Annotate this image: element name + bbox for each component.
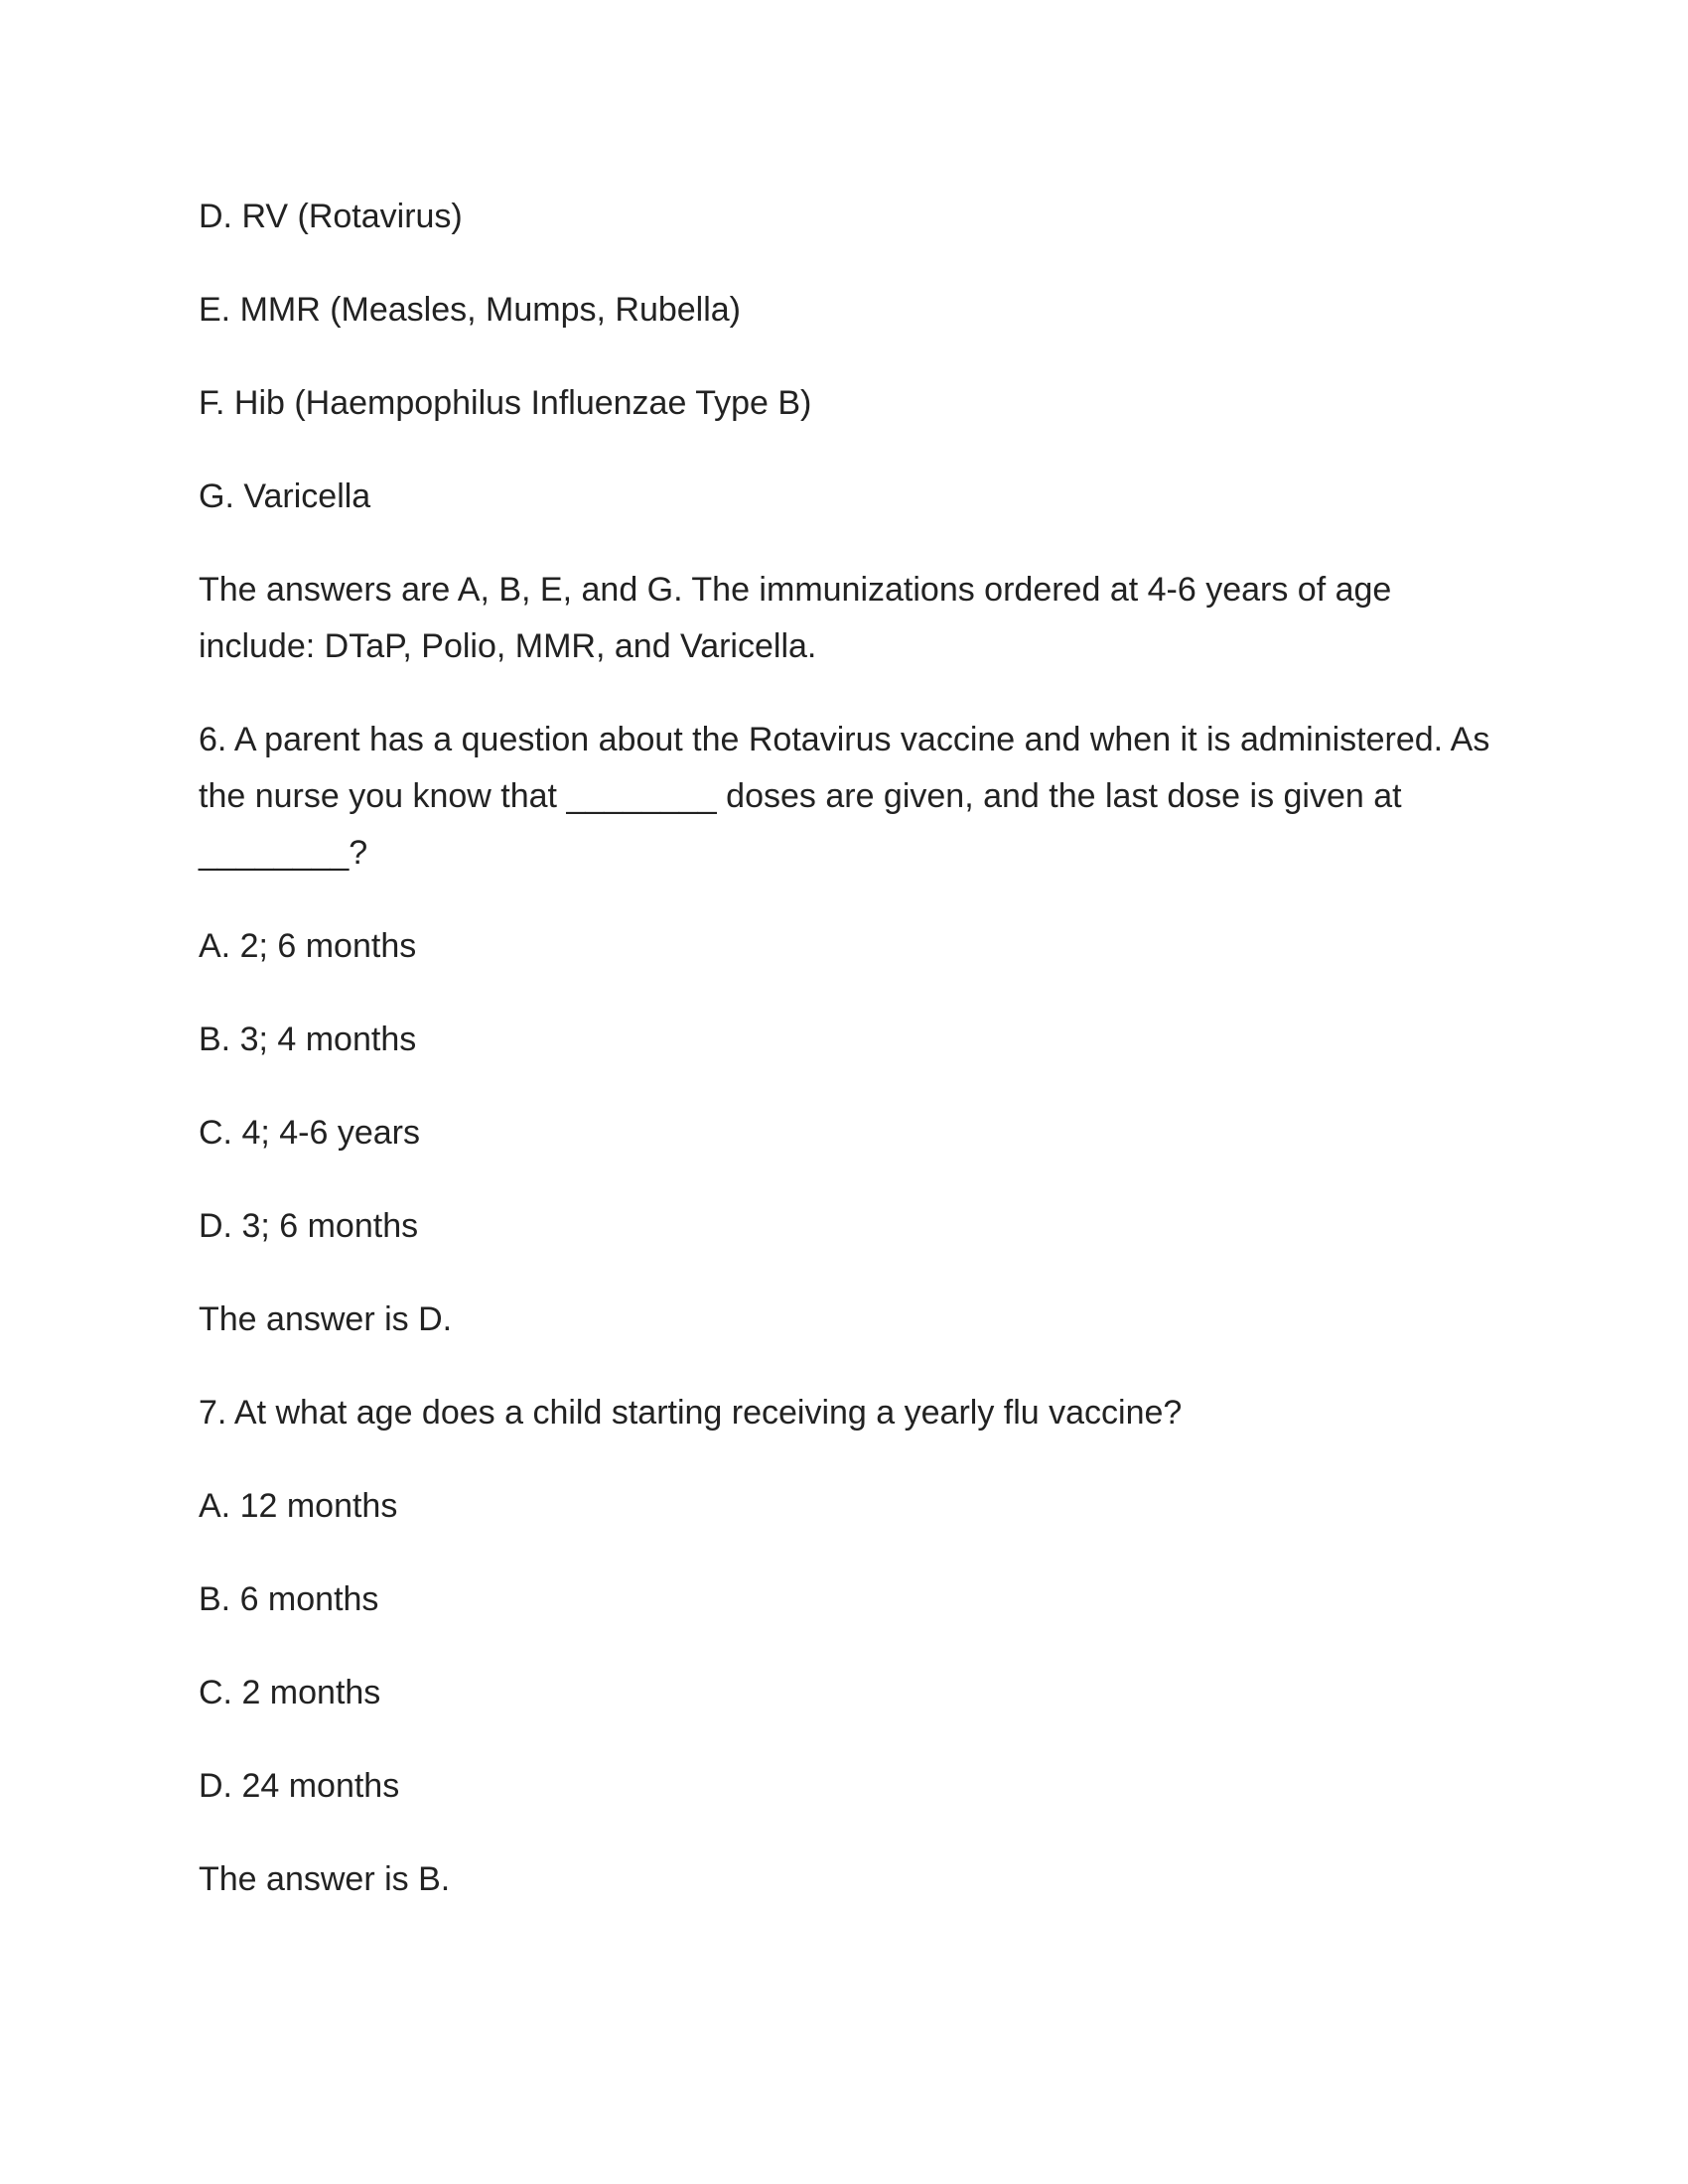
previous-answer-line-2: include: DTaP, Polio, MMR, and Varicella. [199,627,817,665]
option-d-rotavirus: D. RV (Rotavirus) [199,198,463,235]
question-6-answer: The answer is D. [199,1300,453,1338]
question-7-prompt: 7. At what age does a child starting receiving a yearly flu vaccine? [199,1394,1183,1432]
question-7-option-d: D. 24 months [199,1767,400,1805]
question-7-option-b: B. 6 months [199,1580,379,1618]
question-6-option-c: C. 4; 4-6 years [199,1114,420,1152]
question-6-line-1: 6. A parent has a question about the Rotavirus vaccine and when it is administered. As [199,721,1490,758]
option-g-varicella: G. Varicella [199,478,371,515]
question-6-line-2: the nurse you know that ________ doses are given, and the last dose is given at [199,777,1402,815]
question-6-option-a: A. 2; 6 months [199,927,417,965]
question-7-option-a: A. 12 months [199,1487,398,1525]
option-f-hib: F. Hib (Haempophilus Influenzae Type B) [199,384,812,422]
question-7-option-c: C. 2 months [199,1674,381,1711]
question-6-option-b: B. 3; 4 months [199,1021,417,1058]
option-e-mmr: E. MMR (Measles, Mumps, Rubella) [199,291,742,329]
question-7-answer: The answer is B. [199,1860,451,1898]
question-6-option-d: D. 3; 6 months [199,1207,419,1245]
previous-answer-line-1: The answers are A, B, E, and G. The immunizations ordered at 4-6 years of age [199,571,1392,609]
question-6-line-3: ________? [199,834,368,872]
